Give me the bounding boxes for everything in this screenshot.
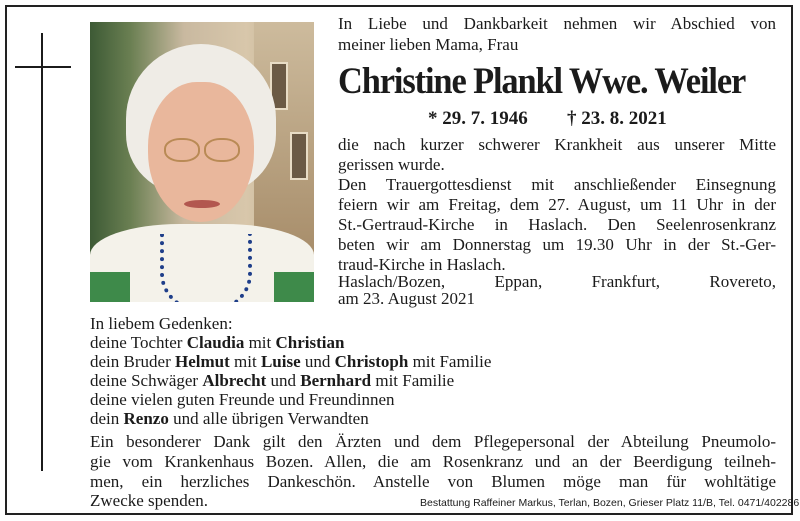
death-date: † 23. 8. 2021	[567, 108, 667, 129]
thanks-line: Ein besonderer Dank gilt den Ärzten und dem Pflegepersonal der Abteilung Pneumolo-	[90, 432, 776, 451]
memory-heading: In liebem Gedenken:	[90, 314, 233, 333]
memory-line: deine vielen guten Freunde und Freundinnen	[90, 390, 395, 409]
deceased-name: Christine Plankl Wwe. Weiler	[338, 61, 746, 102]
place-line: Haslach/Bozen, Eppan, Frankfurt, Rovereto,	[338, 272, 776, 291]
body-line: Den Trauergottesdienst mit anschließender Einsegnung	[338, 175, 776, 194]
body-line: St.-Gertraud-Kirche in Haslach. Den Seelenrosenkranz	[338, 215, 776, 234]
body-line: beten wir am Donnerstag um 19.30 Uhr in der St.-Ger-	[338, 235, 776, 254]
cross-icon-bar	[15, 66, 71, 68]
body-line: feiern wir am Freitag, dem 27. August, um 11 Uhr in der	[338, 195, 776, 214]
cross-icon	[41, 33, 43, 471]
birth-date: * 29. 7. 1946	[428, 108, 528, 129]
thanks-line: men, ein herzliches Dankeschön. Anstelle von Blumen möge man für wohltätige	[90, 472, 776, 491]
memory-line: deine Tochter Claudia mit Christian	[90, 333, 345, 352]
thanks-line: gie vom Krankenhaus Bozen. Allen, die am Rosenkranz und an der Beerdigung teilneh-	[90, 452, 776, 471]
body-line: die nach kurzer schwerer Krankheit aus unserer Mitte	[338, 135, 776, 154]
funeral-home-footer: Bestattung Raffeiner Markus, Terlan, Bozen, Grieser Platz 11/B, Tel. 0471/402286	[420, 497, 800, 509]
memory-line: dein Renzo und alle übrigen Verwandten	[90, 409, 369, 428]
date-line: am 23. August 2021	[338, 289, 475, 308]
memory-line: dein Bruder Helmut mit Luise und Christoph mit Familie	[90, 352, 492, 371]
body-line: gerissen wurde.	[338, 155, 445, 174]
memory-line: deine Schwäger Albrecht und Bernhard mit Familie	[90, 371, 455, 390]
intro-line-2: meiner lieben Mama, Frau	[338, 35, 519, 54]
thanks-line: Zwecke spenden.	[90, 491, 209, 510]
portrait-photo	[90, 22, 314, 302]
body-line: traud-Kirche in Haslach.	[338, 255, 506, 274]
intro-line-1: In Liebe und Dankbarkeit nehmen wir Abschied von	[338, 14, 776, 33]
